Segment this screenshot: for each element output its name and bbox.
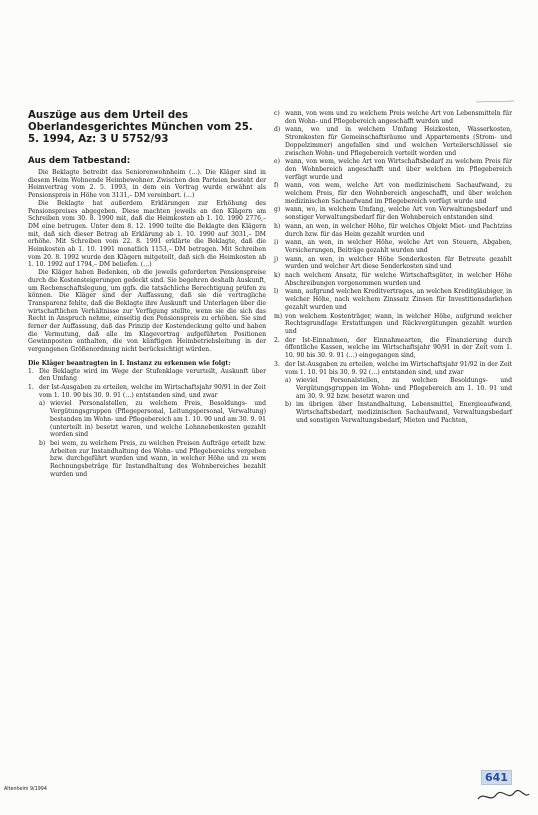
list-item: c) wann, von wem und zu welchem Preis welche Art von Lebensmitteln für den Wohn- und Pflegebereich angeschafft wurden und (274, 110, 512, 125)
list-item: m) von welchem Kostenträger, wann, in welcher Höhe, aufgrund welcher Rechtsgrundlage Erstattungen und Rückvergütungen gezahlt wurden und (274, 312, 512, 335)
list-item: 2. der Ist-Einnahmen, der Einnahmearten, die Finanzierung durch öffentliche Kassen, welche im Wirtschaftsjahr 90/91 in der Zeit vom 1. 10. 90 bis 30. 9. 91 (…) eingegangen sind, (274, 336, 512, 360)
sub-list (39, 400, 266, 478)
paragraph: Die Kläger haben Bedenken, ob die jeweils geforderten Pensionspreise durch die Kostensteigerungen gedeckt sind. Sie begehren deshalb Auskunft, um Rechenschaftslegung, um ggfs. die tatsächliche Berechtigung prüfen zu können. Die Kläger sind der Auffassung, daß sie die vertragliche Transparenz fehlte, daß die Beklagte ihre Auskunft und Unterlagen über die wirtschaftlichen Verhältnisse zur Verfügung stellte, wenn sie die sich das Recht in Anspruch nehme, einseitig den Pensionspreis zu erhöhen. Sie sind ferner der Auffassung, daß das Prinzip der Kostendeckung gelte und haben die Vermutung, daß alle im Klagevortrag aufgeführten Positionen Gewinnposten enthalten, die von künftigen Heimbetriebsleitung in der vergangenen Größenordnung nicht berücksichtigt würden. (28, 269, 266, 354)
list-item: i) wann, an wen, in welcher Höhe, welche Art von Steuern, Abgaben, Versicherungen, Beiträge gezahlt wurden und (274, 239, 512, 254)
paragraph: Die Beklagte hat außerdem Erklärungen zur Erhöhung des Pensionspreises abgegeben. Diese machten jeweils an den Klägern am Schreiben vom 30. 8. 1990 mit, daß die Heimkosten ab 1. 10. 1990 2776,– DM eine betrugen. Unter dem 8. 12. 1990 teilte die Beklagte den Klägern mit, daß sich dieser Betrag ab Erklärung ab 1. 10. 1990 auf 3031,– DM erhöhe. Mit Schreiben vom 22. 8. 1991 erklärte die Beklagte, daß die Heimkosten ab 1. 10. 1991 monatlich 1153,– DM betragen. Mit Schreiben vom 20. 8. 1992 wurde den Klägern mitgeteilt, daß sich die Heimkosten ab 1. 10. 1992 auf 1794,– DM beliefen. (…) (28, 199, 266, 269)
list-item: h) wann, an wen, in welcher Höhe, für welches Objekt Miet- und Pachtzins durch bzw. für das Heim gezahlt wurden und (274, 222, 512, 238)
list-item: k) nach welchem Ansatz, für welche Wirtschaftsgüter, in welcher Höhe Abschreibungen vorgenommen wurden und (274, 272, 512, 287)
margin-mark (474, 92, 518, 104)
list-item: j) wann, an wen, in welcher Höhe Sonderkosten für Betreute gezahlt wurden und welcher Art diese Sonderkosten sind und (274, 255, 512, 271)
sub-list (285, 377, 512, 424)
list-item: a) wieviel Personalstellen, zu welchen Besoldungs- und Vergütungsgruppen im Wohn- und Pflegebereich am 1. 10. 91 und am 30. 9. 92 bzw. besetzt waren und (285, 377, 512, 400)
paragraph: Die Beklagte betreibt das Seniorenwohnheim (…). Die Kläger sind in diesem Heim Wohnende Heimbewohner. Zwischen den Parteien besteht der Heimvertrag vom 2. 5. 1993, in dem ein Vertrag wurde erwähnt als Pensionspreis in Höhe von 3131,– DM vereinbart. (…) (28, 169, 266, 200)
claims-list (28, 368, 266, 400)
claims-list-continued (274, 110, 512, 376)
right-column (274, 110, 512, 425)
list-item: 1. Die Beklagte wird im Wege der Stufenklage verurteilt, Auskunft über den Umfang (28, 367, 266, 383)
list-item: f) wann, von wem, welche Art von medizinischem Sachaufwand, zu welchem Preis, für den Wohnbereich angeschafft, und über welchen medizinischen Sachaufwand im Pflegebereich verfügt wurde und (274, 182, 512, 205)
list-item: b) bei wem, zu welchem Preis, zu welchen Preisen Aufträge erteilt bzw. Arbeiten zur Instandhaltung des Wohn- und Pflegebereichs vergeben bzw. durchgeführt wurden und wann, in welcher Höhe und zu wem Rechnungsbeträge für Instandhaltung des Wohnbereiches bezahlt wurden und (39, 439, 266, 478)
list-item: a) wieviel Personalstellen, zu welchem Preis, Besoldungs- und Vergütungsgruppen (Pflegepersonal, Leitungspersonal, Verwaltung) bestanden im Wohn- und Pflegebereich am 1. 10. 90 und am 30. 9. 91 (unterteilt in) besetzt waren, und welche Lohnnebenkosten gezahlt worden sind (39, 400, 266, 439)
section-heading: Aus dem Tatbestand: (28, 156, 131, 166)
handwritten-scribble (474, 787, 532, 805)
list-item: 3. der Ist-Ausgaben zu erteilen, welche im Wirtschaftsjahr 91/92 in der Zeit vom 1. 10. 91 bis 30. 9. 92 (…) entstanden sind, und zwar (274, 360, 512, 376)
journal-footer: Altenheim 9/1994 (4, 787, 47, 792)
article-title: Auszüge aus dem Urteil des Oberlandesgerichtes München vom 25. 5. 1994, Az: 3 U 5752/93 (28, 110, 253, 145)
page-number: 641 (481, 770, 512, 785)
list-item: d) wann, wo und in welchem Umfang Heizkosten, Wasserkosten, Stromkosten für Gemeinschaftsräume und Appartements (Strom- und Doppelzimmer) angefallen sind und welchen Verteilerschlüssel sie zwischen Wohn- und Pflegebereich verteilt worden und (274, 126, 512, 157)
list-item: 1. der Ist-Ausgaben zu erteilen, welche im Wirtschaftsjahr 90/91 in der Zeit vom 1. 10. 90 bis 30. 9. 91 (…) entstanden sind, und zwar (28, 383, 266, 399)
list-item: e) wann, von wem, welche Art von Wirtschaftsbedarf zu welchem Preis für den Wohnbereich angeschafft und über welchen im Pflegebereich verfügt wurde und (274, 158, 512, 181)
paragraph: Die Kläger beantragten in I. Instanz zu erkennen wie folgt: (28, 359, 231, 367)
left-column (28, 110, 266, 479)
list-item: l) wann, aufgrund welchen Kreditvertrages, an welchen Kreditgläubiger, in welcher Höhe, nach welchem Zinssatz Zinsen für Investitionsdarlehen gezahlt wurden und (274, 288, 512, 311)
list-item: g) wann, wo, in welchem Umfang, welche Art von Verwaltungsbedarf und sonstiger Verwaltungsbedarf für den Wohnbereich entstanden sind (274, 206, 512, 222)
list-item: b) im übrigen über Instandhaltung, Lebensmittel, Energieaufwand, Wirtschaftsbedarf, medizinischen Sachaufwand, Verwaltungsbedarf und sonstigen Verwaltungsbedarf, Mieten und Pachten, (285, 401, 512, 424)
